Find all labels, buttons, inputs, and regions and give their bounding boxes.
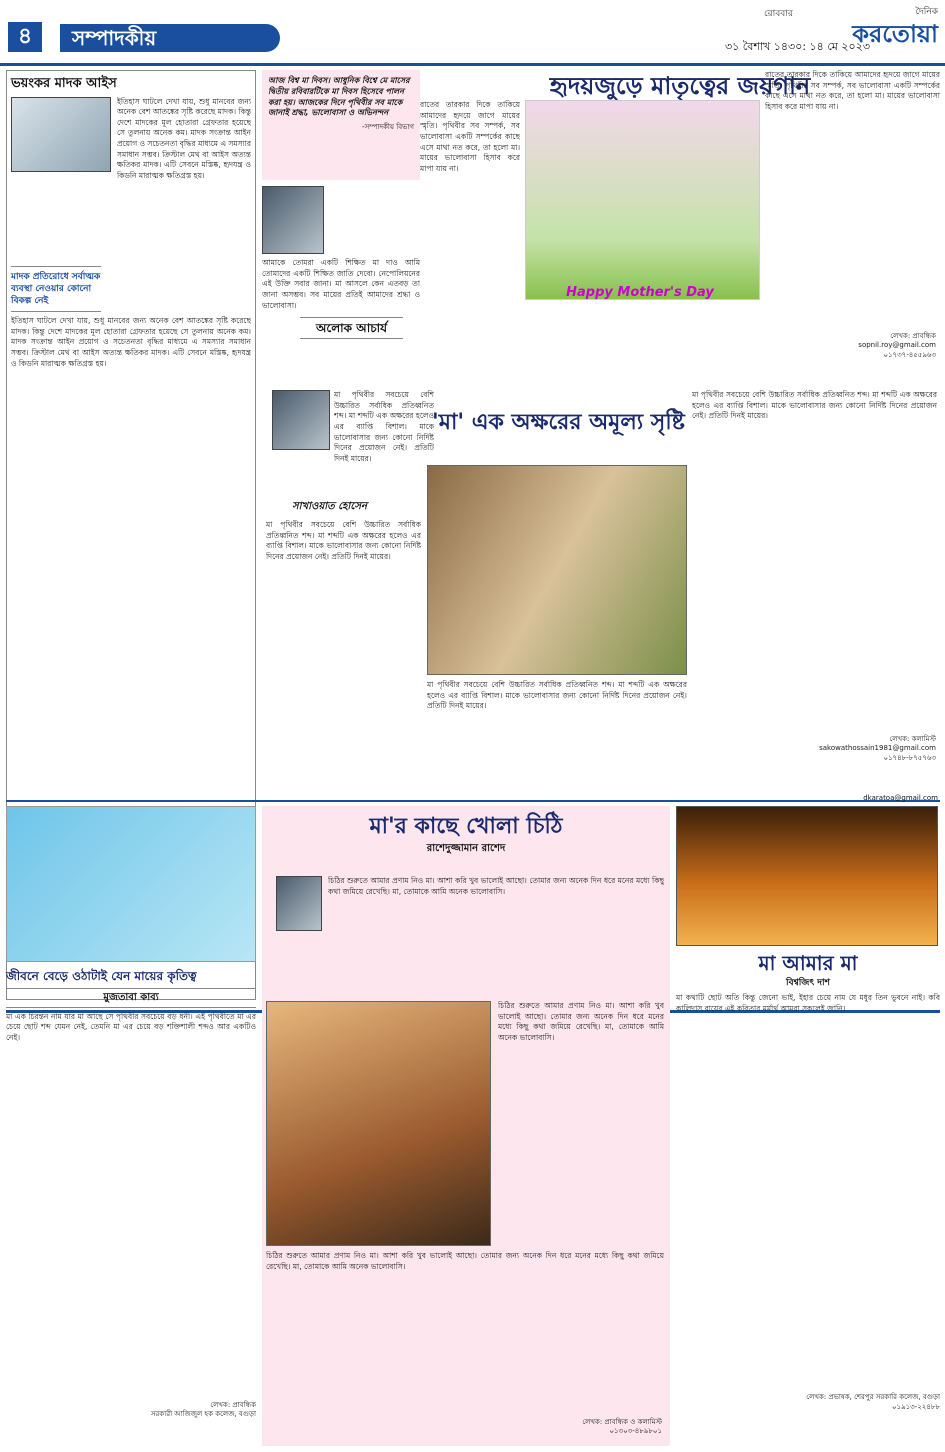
alok-body: আমাকে তোমরা একটি শিক্ষিত মা দাও আমি তোমাদের একটি শিক্ষিত জাতি দেবো। নেপোলিয়নের এই উক্তি সবার জানা। মা আসলে কেন এতবড় তা জানা অসম্ভব। সব মায়ের প্রতিই আমাদের শ্রদ্ধা ও ভালোবাসা। (262, 258, 420, 310)
left-bottom-writer: লেখক: প্রাবন্ধিক সরকারী আজিজুল হক কলেজ, বগুড়া (150, 1400, 256, 1419)
editorial-quote: আজ বিশ্ব মা দিবস। আধুনিক বিশ্বে মে মাসের দ্বিতীয় রবিবারটিকে মা দিবস হিসেবে পালন করা হয়। আজকের দিনে পৃথিবীর সব মাকে জানাই শ্রদ্ধা, ভালোবাসা ও অভিনন্দন -সম্পাদকীয় বিভাগ (262, 70, 420, 180)
right-bottom-article (676, 794, 940, 1446)
feature-mothers (420, 70, 940, 380)
quote-source: -সম্পাদকীয় বিভাগ (362, 123, 414, 132)
feature-ma-title: 'মা' এক অক্ষরের অমূল্য সৃষ্টি (432, 410, 685, 435)
feature-mothers-body-2: রাতের তারকার দিকে তাকিয়ে আমাদের হৃদয়ে জাগে মায়ের স্মৃতি। পৃথিবীর সব সম্পর্ক, সব ভালোবাসা একটি সম্পর্কের কাছে এসে মাথা নত করে, তা হলো মা। মায়ের ভালোবাসা হিসাব করে মাপা যায় না। (765, 70, 940, 111)
feature-mothers-title: হৃদয়জুড়ে মাতৃত্বের জয়গান (549, 72, 811, 100)
weekday: রোববার (764, 9, 793, 19)
letter-title: মা'র কাছে খোলা চিঠি (369, 814, 563, 839)
right-bottom-body: মা কথাটি ছোট অতি কিন্তু জেনো ভাই, ইহার চেয়ে নাম যে মধুর তিন ভুবনে নাই। কবি কালিদাস রায়ের এই কবিতার মর্মার্থ আমরা সকলেই জানি। (676, 993, 940, 1013)
left-article-body-2: ইতিহাস ঘাটলে দেখা যায়, শুধু মানবের জন্য অনেক বেশ আতঙ্কের সৃষ্টি করেছে মাদক। কিন্তু দেশে মাদকের মূল হোতারা গ্রেফতার হয়েছে সে তুলনায় অনেক কম। মাদক সংক্রান্ত আইন প্রয়োগ ও সচেতনতা বৃদ্ধির মাধ্যমে এ সমস্যার সমাধান সম্ভব। ক্রিস্টাল মেথ বা আইস অত্যন্ত ক্ষতিকর মাদক। এটি সেবনে মস্তিষ্ক, হৃদযন্ত্র ও কিডনি মারাত্মক ক্ষতিগ্রস্ত হয়। (11, 315, 251, 368)
right-bottom-title: মা আমার মা (758, 951, 858, 975)
feature-ma-body-left: মা পৃথিবীর সবচেয়ে বেশি উচ্চারিত সর্বাধিক প্রতিধ্বনিত শব্দ। মা শব্দটি এক অক্ষরের হলেও এর ব্যাপ্তি বিশাল। মাকে ভালোবাসার জন্য কোনো নির্দিষ্ট দিনের প্রয়োজন নেই। প্রতিটি দিনই মায়ের। (266, 520, 421, 561)
left-bottom-author: মুজতাবা কাব্য (6, 988, 256, 1008)
feature-ma (262, 380, 940, 790)
left-bottom-body: মা এক চিরন্তন নাম যার মা আছে সে পৃথিবীর সবচেয়ে বড় ধনী। এই পৃথিবীতে মা এর চেয়ে ছোট শব্দ যেমন নেই, তেমনি মা এর চেয়ে বড় শক্তিশালী শব্দও আর একটিও নেই। (6, 1011, 256, 1042)
feature-ma-body-right: মা পৃথিবীর সবচেয়ে বেশি উচ্চারিত সর্বাধিক প্রতিধ্বনিত শব্দ। মা শব্দটি এক অক্ষরের হলেও এর ব্যাপ্তি বিশাল। মাকে ভালোবাসার জন্য কোনো নির্দিষ্ট দিনের প্রয়োজন নেই। প্রতিটি দিনই মায়ের। (692, 390, 937, 421)
sunset-photo (676, 806, 938, 946)
feature1-writer: লেখক: প্রাবন্ধিক sopnil.roy@gmail.com ০১৭৩৭-৪৫৫৯৬৩ (858, 332, 936, 359)
alok-byline: অলোক আচার্য (300, 317, 403, 339)
drug-photo (11, 97, 111, 172)
letter-body-top: চিঠির শুরুতে আমার প্রণাম নিও মা। আশা করি খুব ভালোই আছো। তোমার জন্য অনেক দিন ধরে মনের মধ্যে কিছু কথা জমিয়ে রেখেছি। মা, তোমাকে আমি অনেক ভালোবাসি। (328, 876, 664, 896)
email-tag: dkaratoa@gmail.com (863, 794, 938, 802)
feature-mothers-body: রাতের তারকার দিকে তাকিয়ে আমাদের হৃদয়ে জাগে মায়ের স্মৃতি। পৃথিবীর সব সম্পর্ক, সব ভালোবাসা একটি সম্পর্কের কাছে এসে মাথা নত করে, তা হলো মা। মায়ের ভালোবাসা হিসাব করে মাপা যায় না। (420, 100, 520, 173)
mothers-day-banner: Happy Mother's Day (566, 285, 714, 300)
alok-portrait (262, 186, 324, 254)
sakhawat-byline: সাখাওয়াত হোসেন (292, 501, 367, 512)
letter-writer: লেখক: প্রাবন্ধিক ও কলামিস্ট ০১৩০৩-৪৮৯৮০১ (582, 1418, 662, 1436)
letter-body-right: চিঠির শুরুতে আমার প্রণাম নিও মা। আশা করি খুব ভালোই আছো। তোমার জন্য অনেক দিন ধরে মনের মধ্যে কিছু কথা জমিয়ে রেখেছি। মা, তোমাকে আমি অনেক ভালোবাসি। (498, 1001, 664, 1042)
feature2-writer: লেখক: কলামিস্ট sakowathossain1981@gmail.com ০১৭৪৮-৮৭৫৭৬৩ (819, 735, 936, 762)
letter-author: রাশেদুজ্জামান রাশেদ (426, 842, 506, 854)
left-article-title: ভয়ংকর মাদক আইস (11, 76, 117, 91)
section-divider-top (6, 800, 940, 802)
right-bottom-author: বিশ্বজিৎ দাশ (786, 978, 830, 988)
feature-ma-intro: মা পৃথিবীর সবচেয়ে বেশি উচ্চারিত সর্বাধিক প্রতিধ্বনিত শব্দ। মা শব্দটি এক অক্ষরের হলেও এর ব্যাপ্তি বিশাল। মাকে ভালোবাসার জন্য কোনো নির্দিষ্ট দিনের প্রয়োজন নেই। প্রতিটি দিনই মায়ের। (334, 390, 434, 463)
mother-baby-photo (427, 465, 687, 675)
page-number: ৪ (8, 22, 42, 52)
mother-child-art (6, 806, 256, 962)
left-bottom-title: জীবনে বেড়ে ওঠাটাই যেন মায়ের কৃতিত্ব (6, 969, 197, 983)
left-bottom-article (6, 806, 256, 1446)
letter-body-bottom: চিঠির শুরুতে আমার প্রণাম নিও মা। আশা করি খুব ভালোই আছো। তোমার জন্য অনেক দিন ধরে মনের মধ্যে কিছু কথা জমিয়ে রেখেছি। মা, তোমাকে আমি অনেক ভালোবাসি। (266, 1251, 664, 1271)
mother-painting (266, 1001, 491, 1246)
page-header (0, 0, 945, 66)
sakhawat-portrait (272, 390, 330, 450)
rashed-portrait (276, 876, 322, 931)
section-title: সম্পাদকীয় (60, 24, 280, 52)
feature-ma-body-center: মা পৃথিবীর সবচেয়ে বেশি উচ্চারিত সর্বাধিক প্রতিধ্বনিত শব্দ। মা শব্দটি এক অক্ষরের হলেও এর ব্যাপ্তি বিশাল। মাকে ভালোবাসার জন্য কোনো নির্দিষ্ট দিনের প্রয়োজন নেই। প্রতিটি দিনই মায়ের। (427, 680, 687, 711)
mothers-day-illustration (525, 100, 760, 300)
right-bottom-writer: লেখক: প্রভাষক, শেরপুর সরকারি কলেজ, বগুড়া ০১৯১৩-২২৪৮৮ (806, 1393, 940, 1411)
issue-date: ৩১ বৈশাখ ১৪৩০: ১৪ মে ২০২৩ (724, 40, 870, 53)
letter-article (262, 806, 670, 1446)
newspaper-logo: দৈনিক করতোয়া (852, 7, 938, 49)
left-article-body: ইতিহাস ঘাটলে দেখা যায়, শুধু মানবের জন্য অনেক বেশ আতঙ্কের সৃষ্টি করেছে মাদক। কিন্তু দেশে মাদকের মূল হোতারা গ্রেফতার হয়েছে সে তুলনায় অনেক কম। মাদক সংক্রান্ত আইন প্রয়োগ ও সচেতনতা বৃদ্ধির মাধ্যমে এ সমস্যার সমাধান সম্ভব। ক্রিস্টাল মেথ বা আইস অত্যন্ত ক্ষতিকর মাদক। এটি সেবনে মস্তিষ্ক, হৃদযন্ত্র ও কিডনি মারাত্মক ক্ষতিগ্রস্ত হয়। (117, 96, 251, 181)
left-callout: মাদক প্রতিরোধে সর্বাত্মক ব্যবস্থা নেওয়ার কোনো বিকল্প নেই (11, 266, 101, 312)
